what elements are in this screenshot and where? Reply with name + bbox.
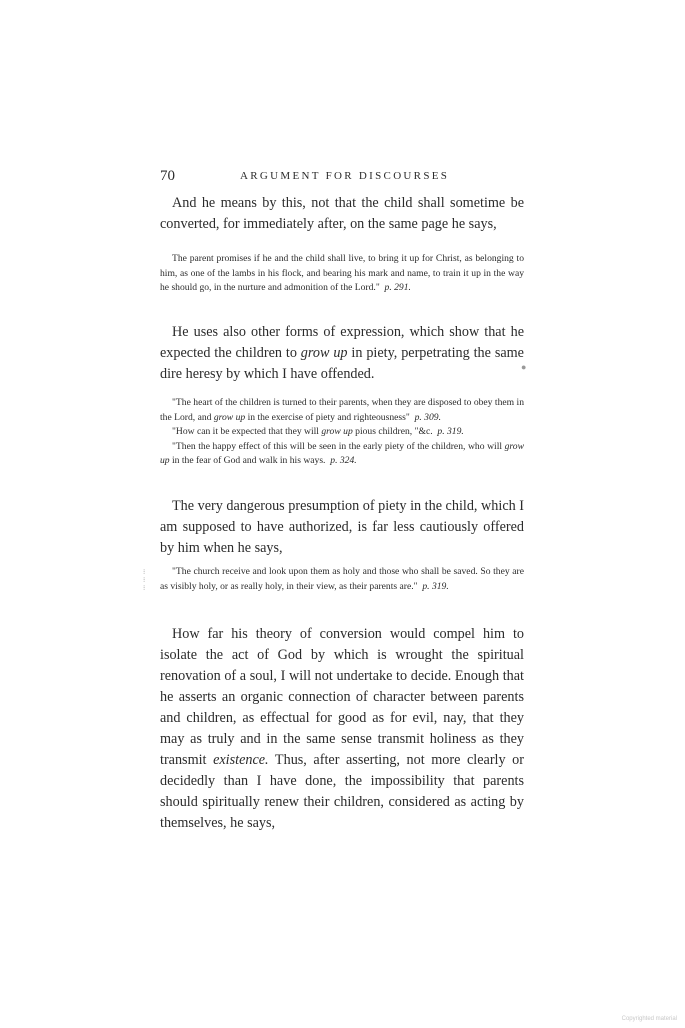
quote-block-3: "The church receive and look upon them as holy and those who shall be saved. So they are as visibly holy, or as really holy, in their view, as their parents are." p. 319.	[160, 566, 524, 592]
quote-block-2	[160, 396, 524, 469]
paragraph-4: How far his theory of conversion would compel him to isolate the act of God by which is wrought the spiritual renovation of a soul, I will not undertake to decide. Enough that he asserts an organic connection of character between parents and children, as effectual for good as for evil, nay, that they may as truly and in the same sense transmit holiness as they transmit existence. Thus, after asserting, not more clearly or decidedly than I have done, the impossibility that parents should spiritually renew their children, considered as acting by themselves, he says,	[160, 626, 524, 831]
ink-mark: ●	[521, 362, 527, 372]
paragraph-3: The very dangerous presumption of piety in the child, which I am supposed to have authorized, is far less cautiously offered by him when he says,	[160, 498, 524, 556]
page-header	[160, 168, 524, 188]
quote-2-line-3: "Then the happy effect of this will be seen in the early piety of the children, who will grow up in the fear of God and walk in his ways. p. 324.	[160, 440, 524, 467]
quote-1-reference: p. 291.	[384, 282, 411, 294]
quote-2-line-2: "How can it be expected that they will grow up pious children, "&c. p. 319.	[172, 426, 464, 438]
page-number: 70	[160, 168, 175, 184]
paragraph-1: And he means by this, not that the child shall sometime be converted, for immediately after, on the same page he says,	[160, 195, 524, 232]
copyright-notice: Copyrighted material	[621, 1016, 677, 1022]
running-head: ARGUMENT FOR DISCOURSES	[240, 170, 450, 182]
quote-2-line-1: "The heart of the children is turned to their parents, when they are disposed to obey them in the Lord, and grow up in the exercise of piety and righteousness" p. 309.	[160, 397, 524, 423]
quote-3-reference: p. 319.	[422, 580, 449, 592]
quote-block-1: The parent promises if he and the child shall live, to bring it up for Christ, as belonging to him, as one of the lambs in his flock, and bearing his mark and name, to train it up in the way he should go, in the nurture and admonition of the Lord." p. 291.	[160, 253, 524, 294]
paragraph-2: He uses also other forms of expression, which show that he expected the children to grow up in piety, perpetrating the same dire heresy by which I have offended.	[160, 324, 524, 382]
margin-pencil-mark: ⁝ ⁝ ⁝	[143, 568, 146, 592]
